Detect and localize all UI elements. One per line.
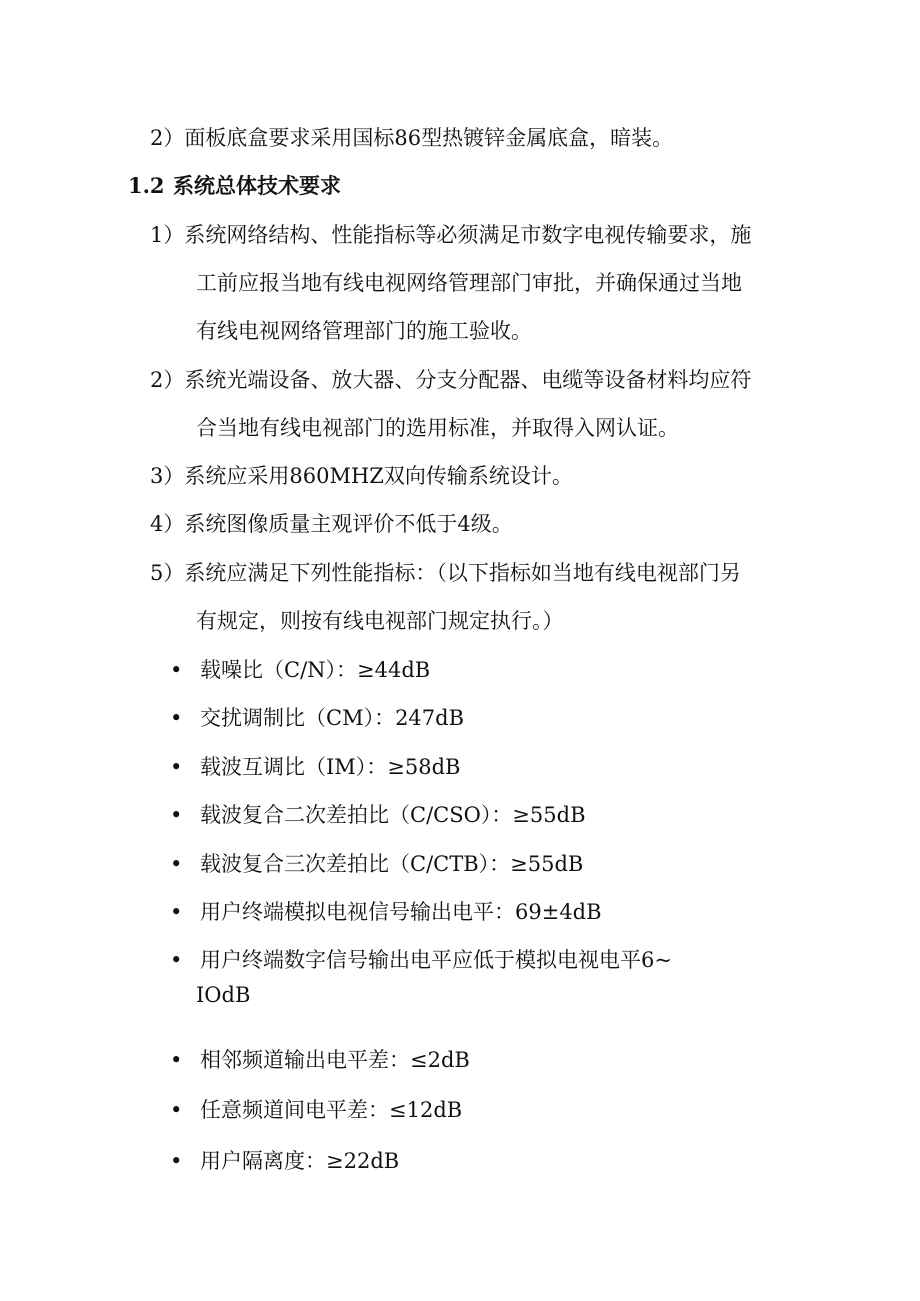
list-item-text: 相邻频道输出电平差：≤2dB: [200, 1048, 470, 1072]
bullet-icon: •: [170, 948, 183, 972]
item-2-panel-box: 2）面板底盒要求采用国标86型热镀锌金属底盒，暗装。: [150, 126, 674, 150]
bullet-icon: •: [170, 900, 183, 924]
list-item-text: 用户终端数字信号输出电平应低于模拟电视电平6~: [200, 948, 672, 972]
bullet-icon: •: [170, 755, 183, 779]
list-item-text: 交扰调制比（CM）：247dB: [200, 706, 465, 730]
list-item-continuation: IOdB: [196, 983, 251, 1007]
list-item-text: 载波互调比（IM）：≥58dB: [200, 755, 461, 779]
list-item-text: 载波复合二次差拍比（C/CSO）：≥55dB: [200, 803, 586, 827]
list-item-text: 用户隔离度：≥22dB: [200, 1149, 400, 1173]
bullet-icon: •: [170, 1048, 183, 1072]
bullet-icon: •: [170, 658, 183, 682]
item-5-line-2: 有规定，则按有线电视部门规定执行。）: [196, 609, 564, 633]
list-item-text: 载噪比（C/N）：≥44dB: [200, 658, 431, 682]
item-2-line-1: 2）系统光端设备、放大器、分支分配器、电缆等设备材料均应符: [150, 368, 752, 392]
item-1-line-1: 1）系统网络结构、性能指标等必须满足市数字电视传输要求，施: [150, 223, 752, 247]
list-item-text: 任意频道间电平差：≤12dB: [200, 1098, 463, 1122]
bullet-icon: •: [170, 852, 183, 876]
section-heading-title: 系统总体技术要求: [173, 173, 341, 198]
item-3: 3）系统应采用860MHZ双向传输系统设计。: [150, 464, 573, 488]
item-1-line-2: 工前应报当地有线电视网络管理部门审批，并确保通过当地: [196, 271, 742, 295]
bullet-icon: •: [170, 1098, 183, 1122]
list-item-text: 用户终端模拟电视信号输出电平：69±4dB: [200, 900, 602, 924]
bullet-icon: •: [170, 706, 183, 730]
item-1-line-3: 有线电视网络管理部门的施工验收。: [196, 319, 532, 343]
list-item-text: 载波复合三次差拍比（C/CTB）：≥55dB: [200, 852, 584, 876]
section-heading-number: 1.2: [128, 173, 165, 198]
bullet-icon: •: [170, 803, 183, 827]
item-5-line-1: 5）系统应满足下列性能指标：（以下指标如当地有线电视部门另: [150, 561, 741, 585]
bullet-icon: •: [170, 1149, 183, 1173]
item-2-line-2: 合当地有线电视部门的选用标准，并取得入网认证。: [196, 416, 679, 440]
item-4: 4）系统图像质量主观评价不低于4级。: [150, 512, 513, 536]
